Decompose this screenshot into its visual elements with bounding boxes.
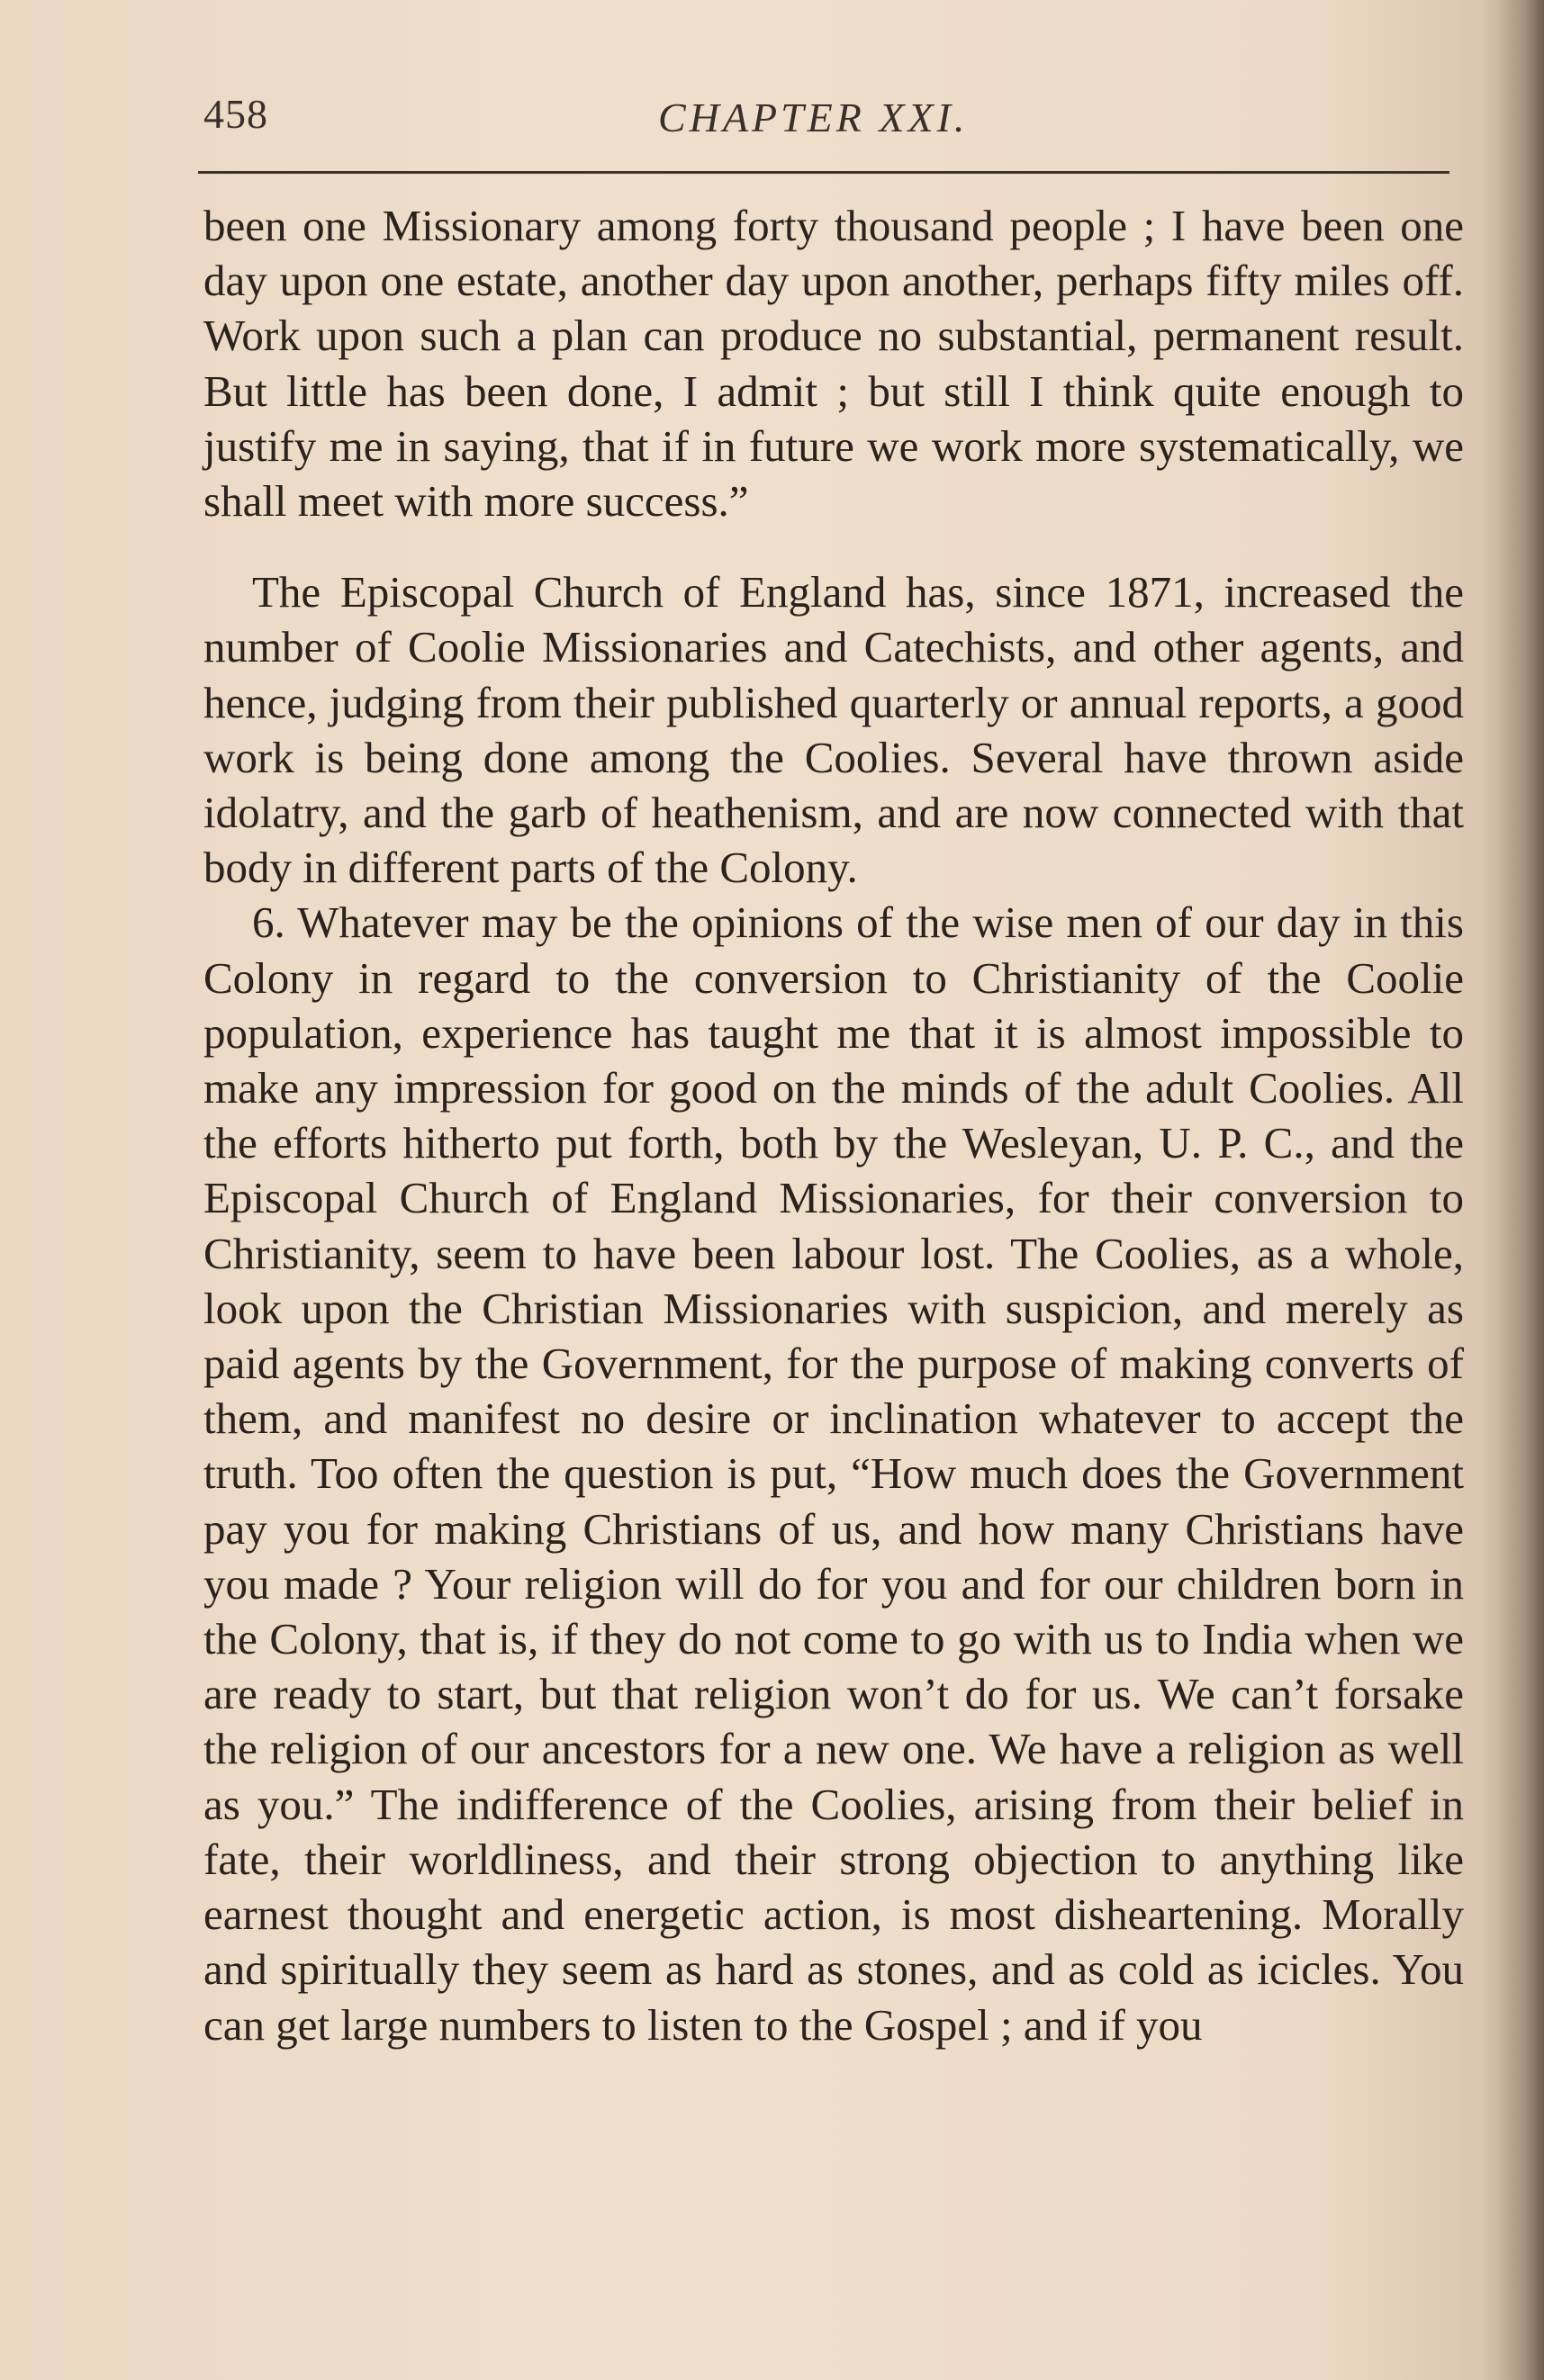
page-number: 458 xyxy=(203,91,268,137)
page-gutter-shadow xyxy=(1481,0,1544,2380)
header-rule xyxy=(198,171,1449,174)
page-header xyxy=(203,90,1455,153)
paragraph-continuation: been one Missionary among forty thousand people ; I have been one day upon one estate, another day upon another, perhaps fifty miles off. Work upon such a plan can produce no substantial, permanent result. But little has been done, I admit ; but still I think quite enough to justify me in saying, that if in future we work more systematically, we shall meet with more success.” xyxy=(203,201,1464,527)
paragraph-section-6: 6. Whatever may be the opinions of the wise men of our day in this Colony in regard to the conversion to Christianity of the Coolie population, experience has taught me that it is almost impossible to make any impression for good on the minds of the adult Coolies. All the efforts hitherto put forth, both by the Wesleyan, U. P. C., and the Episcopal Church of England Missionaries, for their conversion to Christianity, seem to have been labour lost. The Coolies, as a whole, look upon the Christian Missionaries with suspicion, and merely as paid agents by the Government, for the purpose of making converts of them, and manifest no desire or inclination whatever to accept the truth. Too often the question is put, “How much does the Government pay you for making Christians of us, and how many Christians have you made ? Your religion will do for you and for our children born in the Colony, that is, if they do not come to go with us to India when we are ready to start, but that religion won’t do for us. We can’t forsake the religion of our ancestors for a new one. We have a religion as well as you.” The indifference of the Coolies, arising from their belief in fate, their worldliness, and their strong objection to anything like earnest thought and energetic action, is most disheartening. Morally and spiritually they seem as hard as stones, and as cold as icicles. You can get large numbers to listen to the Gospel ; and if you xyxy=(203,897,1464,2050)
paragraph-episcopal-church: The Episcopal Church of England has, since 1871, increased the number of Coolie Missionaries and Catechists, and other agents, and hence, judging from their published quarterly or annual reports, a good work is being done among the Coolies. Several have thrown aside idolatry, and the garb of heathenism, and are now connected with that body in different parts of the Colony. xyxy=(203,567,1464,893)
body-text xyxy=(203,198,1464,2052)
chapter-title: CHAPTER XXI. xyxy=(658,95,969,140)
